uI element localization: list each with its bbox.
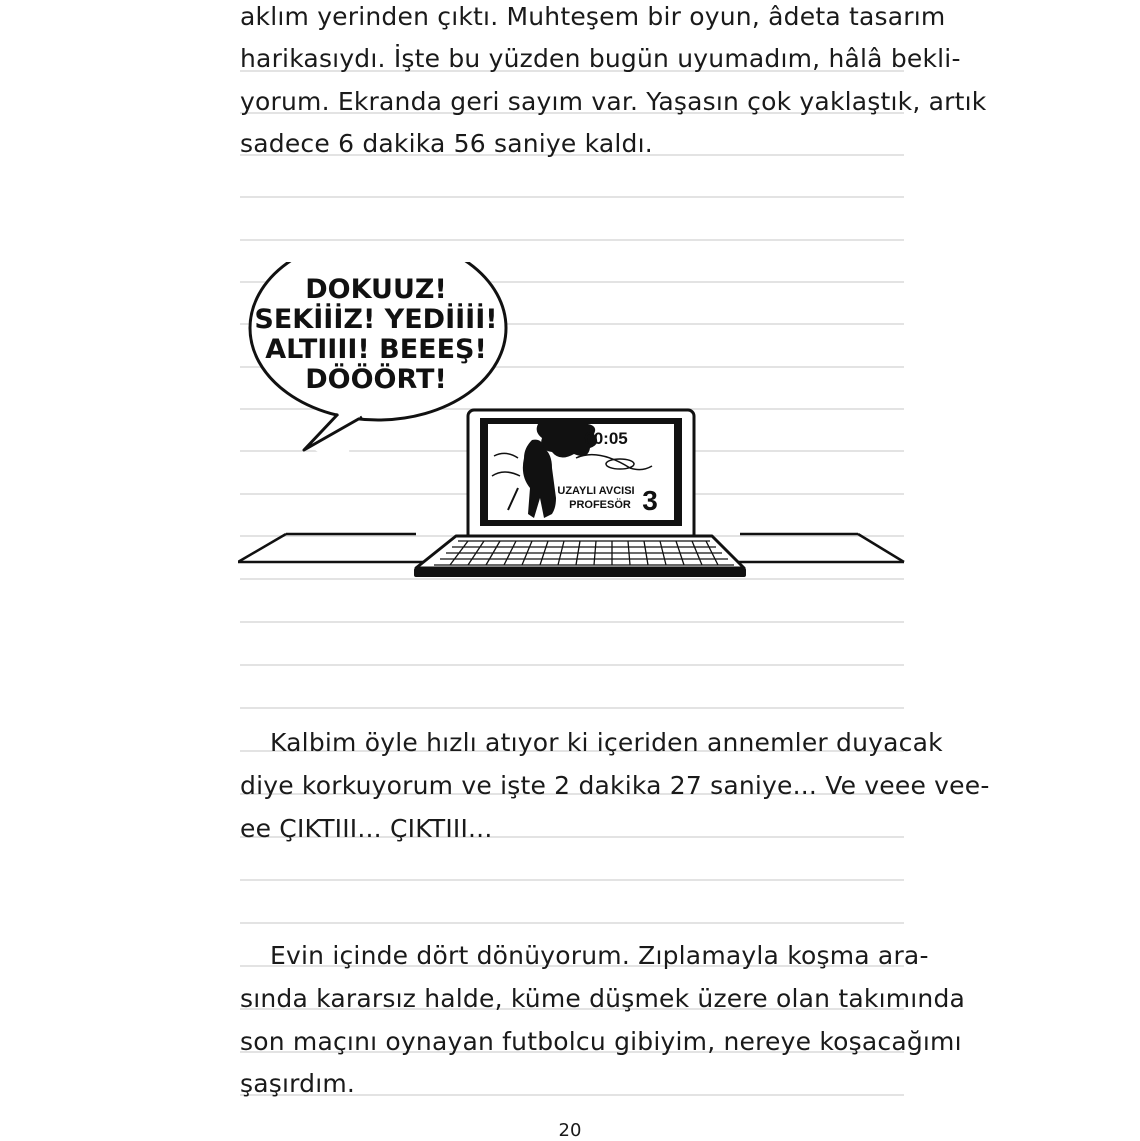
paragraph-1-line-3: yorum. Ekranda geri sayım var. Yaşasın çok yaklaştık, artık [240,87,987,116]
paragraph-3-line-1: Evin içinde dört dönüyorum. Zıplamayla koşma ara- [270,941,929,970]
page-number: 20 [558,1120,582,1141]
paragraph-3-line-4: şaşırdım. [240,1069,356,1098]
paragraph-2-line-3: ee ÇIKTIII... ÇIKTIII... [240,814,493,843]
laptop [414,410,746,577]
laptop-illustration [238,262,906,592]
bubble-line-1: DOKUUZ! [305,274,447,305]
paragraph-2-line-1: Kalbim öyle hızlı atıyor ki içeriden annemler duyacak [270,728,943,757]
paragraph-3-line-2: sında kararsız halde, küme düşmek üzere olan takımında [240,984,966,1013]
paragraph-1-line-2: harikasıydı. İşte bu yüzden bugün uyumadım, hâlâ bekli- [240,44,961,73]
game-title-line-1: UZAYLI AVCISI [557,485,635,497]
game-timer: 00:05 [584,429,628,448]
paragraph-3-line-3: son maçını oynayan futbolcu gibiyim, nereye koşacağımı [240,1027,962,1056]
bubble-line-4: DÖÖÖRT! [305,364,447,395]
paragraph-1-line-1: aklım yerinden çıktı. Muhteşem bir oyun, âdeta tasarım [240,2,946,31]
bubble-line-2: SEKİİİZ! YEDİİİİ! [254,304,498,335]
paragraph-1-line-4: sadece 6 dakika 56 saniye kaldı. [240,129,653,158]
bubble-line-3: ALTIIII! BEEEŞ! [265,334,487,365]
game-title-line-2: PROFESÖR [569,499,631,511]
paragraph-2-line-2: diye korkuyorum ve işte 2 dakika 27 saniye... Ve veee vee- [240,771,990,800]
game-title-number: 3 [642,485,658,516]
